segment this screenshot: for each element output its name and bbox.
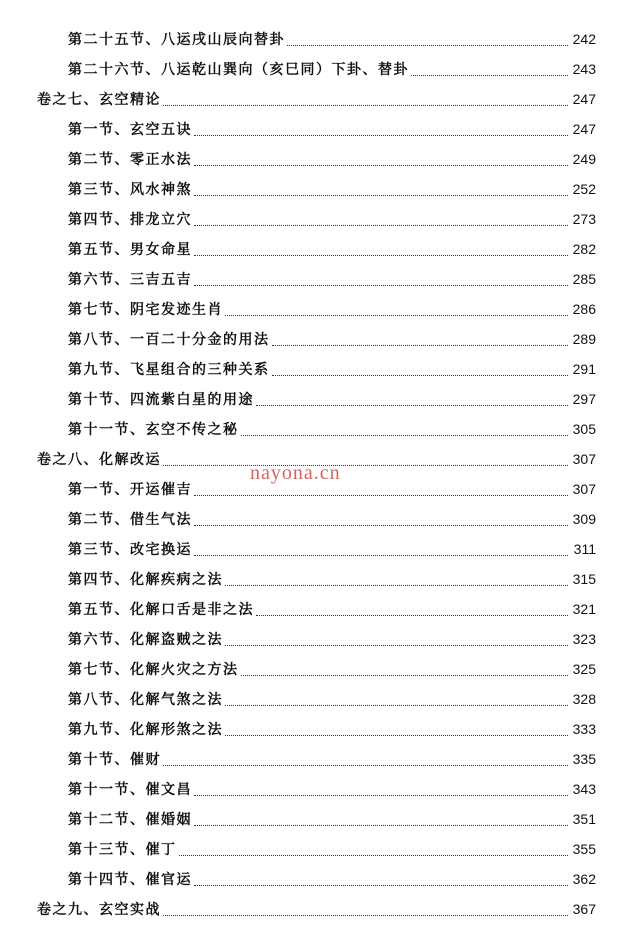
toc-entry-title: 第十一节、玄空不传之秘 <box>68 422 239 438</box>
toc-entry-page-number: 291 <box>572 361 596 377</box>
toc-dot-leader <box>179 855 569 856</box>
toc-entry-page-number: 285 <box>572 271 596 287</box>
toc-dot-leader <box>194 285 568 286</box>
toc-section-entry <box>0 864 634 894</box>
toc-entry-page-number: 307 <box>572 451 596 467</box>
toc-entry-title: 第二十五节、八运戌山辰向替卦 <box>68 32 285 48</box>
toc-dot-leader <box>411 75 568 76</box>
toc-entry-page-number: 282 <box>572 241 596 257</box>
toc-entry-title: 第九节、化解形煞之法 <box>68 722 223 738</box>
toc-dot-leader <box>225 705 568 706</box>
toc-entry-page-number: 273 <box>572 211 596 227</box>
toc-entry-title: 第二节、借生气法 <box>68 512 192 528</box>
toc-entry-page-number: 309 <box>572 511 596 527</box>
toc-dot-leader <box>272 345 569 346</box>
toc-section-entry <box>0 774 634 804</box>
toc-entry-page-number: 305 <box>572 421 596 437</box>
toc-entry-title: 第十节、催财 <box>68 752 161 768</box>
toc-entry-title: 第二十六节、八运乾山巽向（亥巳同）下卦、替卦 <box>68 62 409 78</box>
toc-entry-page-number: 333 <box>572 721 596 737</box>
toc-section-entry <box>0 504 634 534</box>
toc-dot-leader <box>163 465 568 466</box>
toc-entry-title: 卷之七、玄空精论 <box>37 92 161 108</box>
toc-entry-page-number: 307 <box>572 481 596 497</box>
toc-entry-title: 第十节、四流紫白星的用途 <box>68 392 254 408</box>
toc-dot-leader <box>163 765 568 766</box>
toc-entry-page-number: 286 <box>572 301 596 317</box>
toc-entry-title: 第三节、风水神煞 <box>68 182 192 198</box>
toc-section-entry <box>0 174 634 204</box>
toc-entry-title: 卷之九、玄空实战 <box>37 902 161 918</box>
toc-dot-leader <box>256 405 568 406</box>
toc-entry-page-number: 362 <box>572 871 596 887</box>
toc-chapter-entry <box>0 894 634 924</box>
toc-dot-leader <box>194 135 568 136</box>
toc-section-entry <box>0 384 634 414</box>
toc-dot-leader <box>163 915 568 916</box>
toc-dot-leader <box>194 165 568 166</box>
toc-dot-leader <box>194 795 568 796</box>
toc-entry-page-number: 247 <box>572 91 596 107</box>
toc-section-entry <box>0 54 634 84</box>
toc-entry-title: 第三节、改宅换运 <box>68 542 192 558</box>
toc-entry-page-number: 247 <box>572 121 596 137</box>
toc-entry-title: 第十二节、催婚姻 <box>68 812 192 828</box>
toc-section-entry <box>0 684 634 714</box>
toc-entry-page-number: 252 <box>572 181 596 197</box>
toc-entry-title: 卷之八、化解改运 <box>37 452 161 468</box>
toc-entry-page-number: 335 <box>572 751 596 767</box>
toc-section-entry <box>0 324 634 354</box>
toc-entry-page-number: 325 <box>572 661 596 677</box>
toc-dot-leader <box>194 225 568 226</box>
toc-dot-leader <box>194 525 568 526</box>
toc-entry-title: 第十四节、催官运 <box>68 872 192 888</box>
toc-entry-title: 第七节、阴宅发迹生肖 <box>68 302 223 318</box>
toc-entry-title: 第八节、化解气煞之法 <box>68 692 223 708</box>
toc-dot-leader <box>225 585 568 586</box>
toc-entry-title: 第十三节、催丁 <box>68 842 177 858</box>
toc-dot-leader <box>225 735 568 736</box>
toc-entry-title: 第六节、三吉五吉 <box>68 272 192 288</box>
toc-dot-leader <box>241 435 569 436</box>
toc-entry-title: 第四节、化解疾病之法 <box>68 572 223 588</box>
toc-dot-leader <box>194 885 568 886</box>
toc-section-entry <box>0 714 634 744</box>
toc-section-entry <box>0 654 634 684</box>
toc-entry-page-number: 249 <box>572 151 596 167</box>
toc-entry-page-number: 315 <box>572 571 596 587</box>
toc-dot-leader <box>194 555 568 556</box>
toc-dot-leader <box>194 495 568 496</box>
toc-entry-title: 第五节、化解口舌是非之法 <box>68 602 254 618</box>
toc-section-entry <box>0 234 634 264</box>
toc-entry-title: 第二节、零正水法 <box>68 152 192 168</box>
toc-dot-leader <box>225 645 568 646</box>
toc-dot-leader <box>194 255 568 256</box>
toc-entry-page-number: 328 <box>572 691 596 707</box>
toc-entry-title: 第五节、男女命星 <box>68 242 192 258</box>
toc-entry-title: 第一节、开运催吉 <box>68 482 192 498</box>
toc-dot-leader <box>194 195 568 196</box>
toc-dot-leader <box>256 615 568 616</box>
toc-dot-leader <box>194 825 568 826</box>
toc-entry-title: 第六节、化解盗贼之法 <box>68 632 223 648</box>
toc-dot-leader <box>272 375 569 376</box>
toc-section-entry <box>0 414 634 444</box>
toc-section-entry <box>0 834 634 864</box>
watermark: nayona.cn <box>250 462 341 484</box>
toc-entry-page-number: 367 <box>572 901 596 917</box>
toc-section-entry <box>0 744 634 774</box>
toc-entry-page-number: 351 <box>572 811 596 827</box>
toc-entry-title: 第八节、一百二十分金的用法 <box>68 332 270 348</box>
toc-section-entry <box>0 624 634 654</box>
toc-section-entry <box>0 24 634 54</box>
toc-section-entry <box>0 144 634 174</box>
toc-section-entry <box>0 114 634 144</box>
toc-section-entry <box>0 264 634 294</box>
toc-entry-title: 第九节、飞星组合的三种关系 <box>68 362 270 378</box>
toc-section-entry <box>0 564 634 594</box>
toc-entry-title: 第四节、排龙立穴 <box>68 212 192 228</box>
toc-dot-leader <box>241 675 569 676</box>
toc-chapter-entry <box>0 84 634 114</box>
toc-dot-leader <box>225 315 568 316</box>
toc-entry-title: 第十一节、催文昌 <box>68 782 192 798</box>
toc-entry-title: 第七节、化解火灾之方法 <box>68 662 239 678</box>
toc-dot-leader <box>287 45 568 46</box>
toc-entry-page-number: 243 <box>572 61 596 77</box>
toc-entry-page-number: 289 <box>572 331 596 347</box>
toc-entry-page-number: 297 <box>572 391 596 407</box>
toc-entry-page-number: 242 <box>572 31 596 47</box>
toc-entry-page-number: 311 <box>573 541 596 557</box>
toc-entry-page-number: 321 <box>572 601 596 617</box>
toc-section-entry <box>0 804 634 834</box>
toc-entry-title: 第一节、玄空五诀 <box>68 122 192 138</box>
toc-entry-page-number: 323 <box>572 631 596 647</box>
toc-section-entry <box>0 204 634 234</box>
toc-dot-leader <box>163 105 568 106</box>
toc-entry-page-number: 343 <box>572 781 596 797</box>
toc-section-entry <box>0 534 634 564</box>
toc-entry-page-number: 355 <box>572 841 596 857</box>
toc-section-entry <box>0 354 634 384</box>
toc-section-entry <box>0 594 634 624</box>
toc-section-entry <box>0 294 634 324</box>
